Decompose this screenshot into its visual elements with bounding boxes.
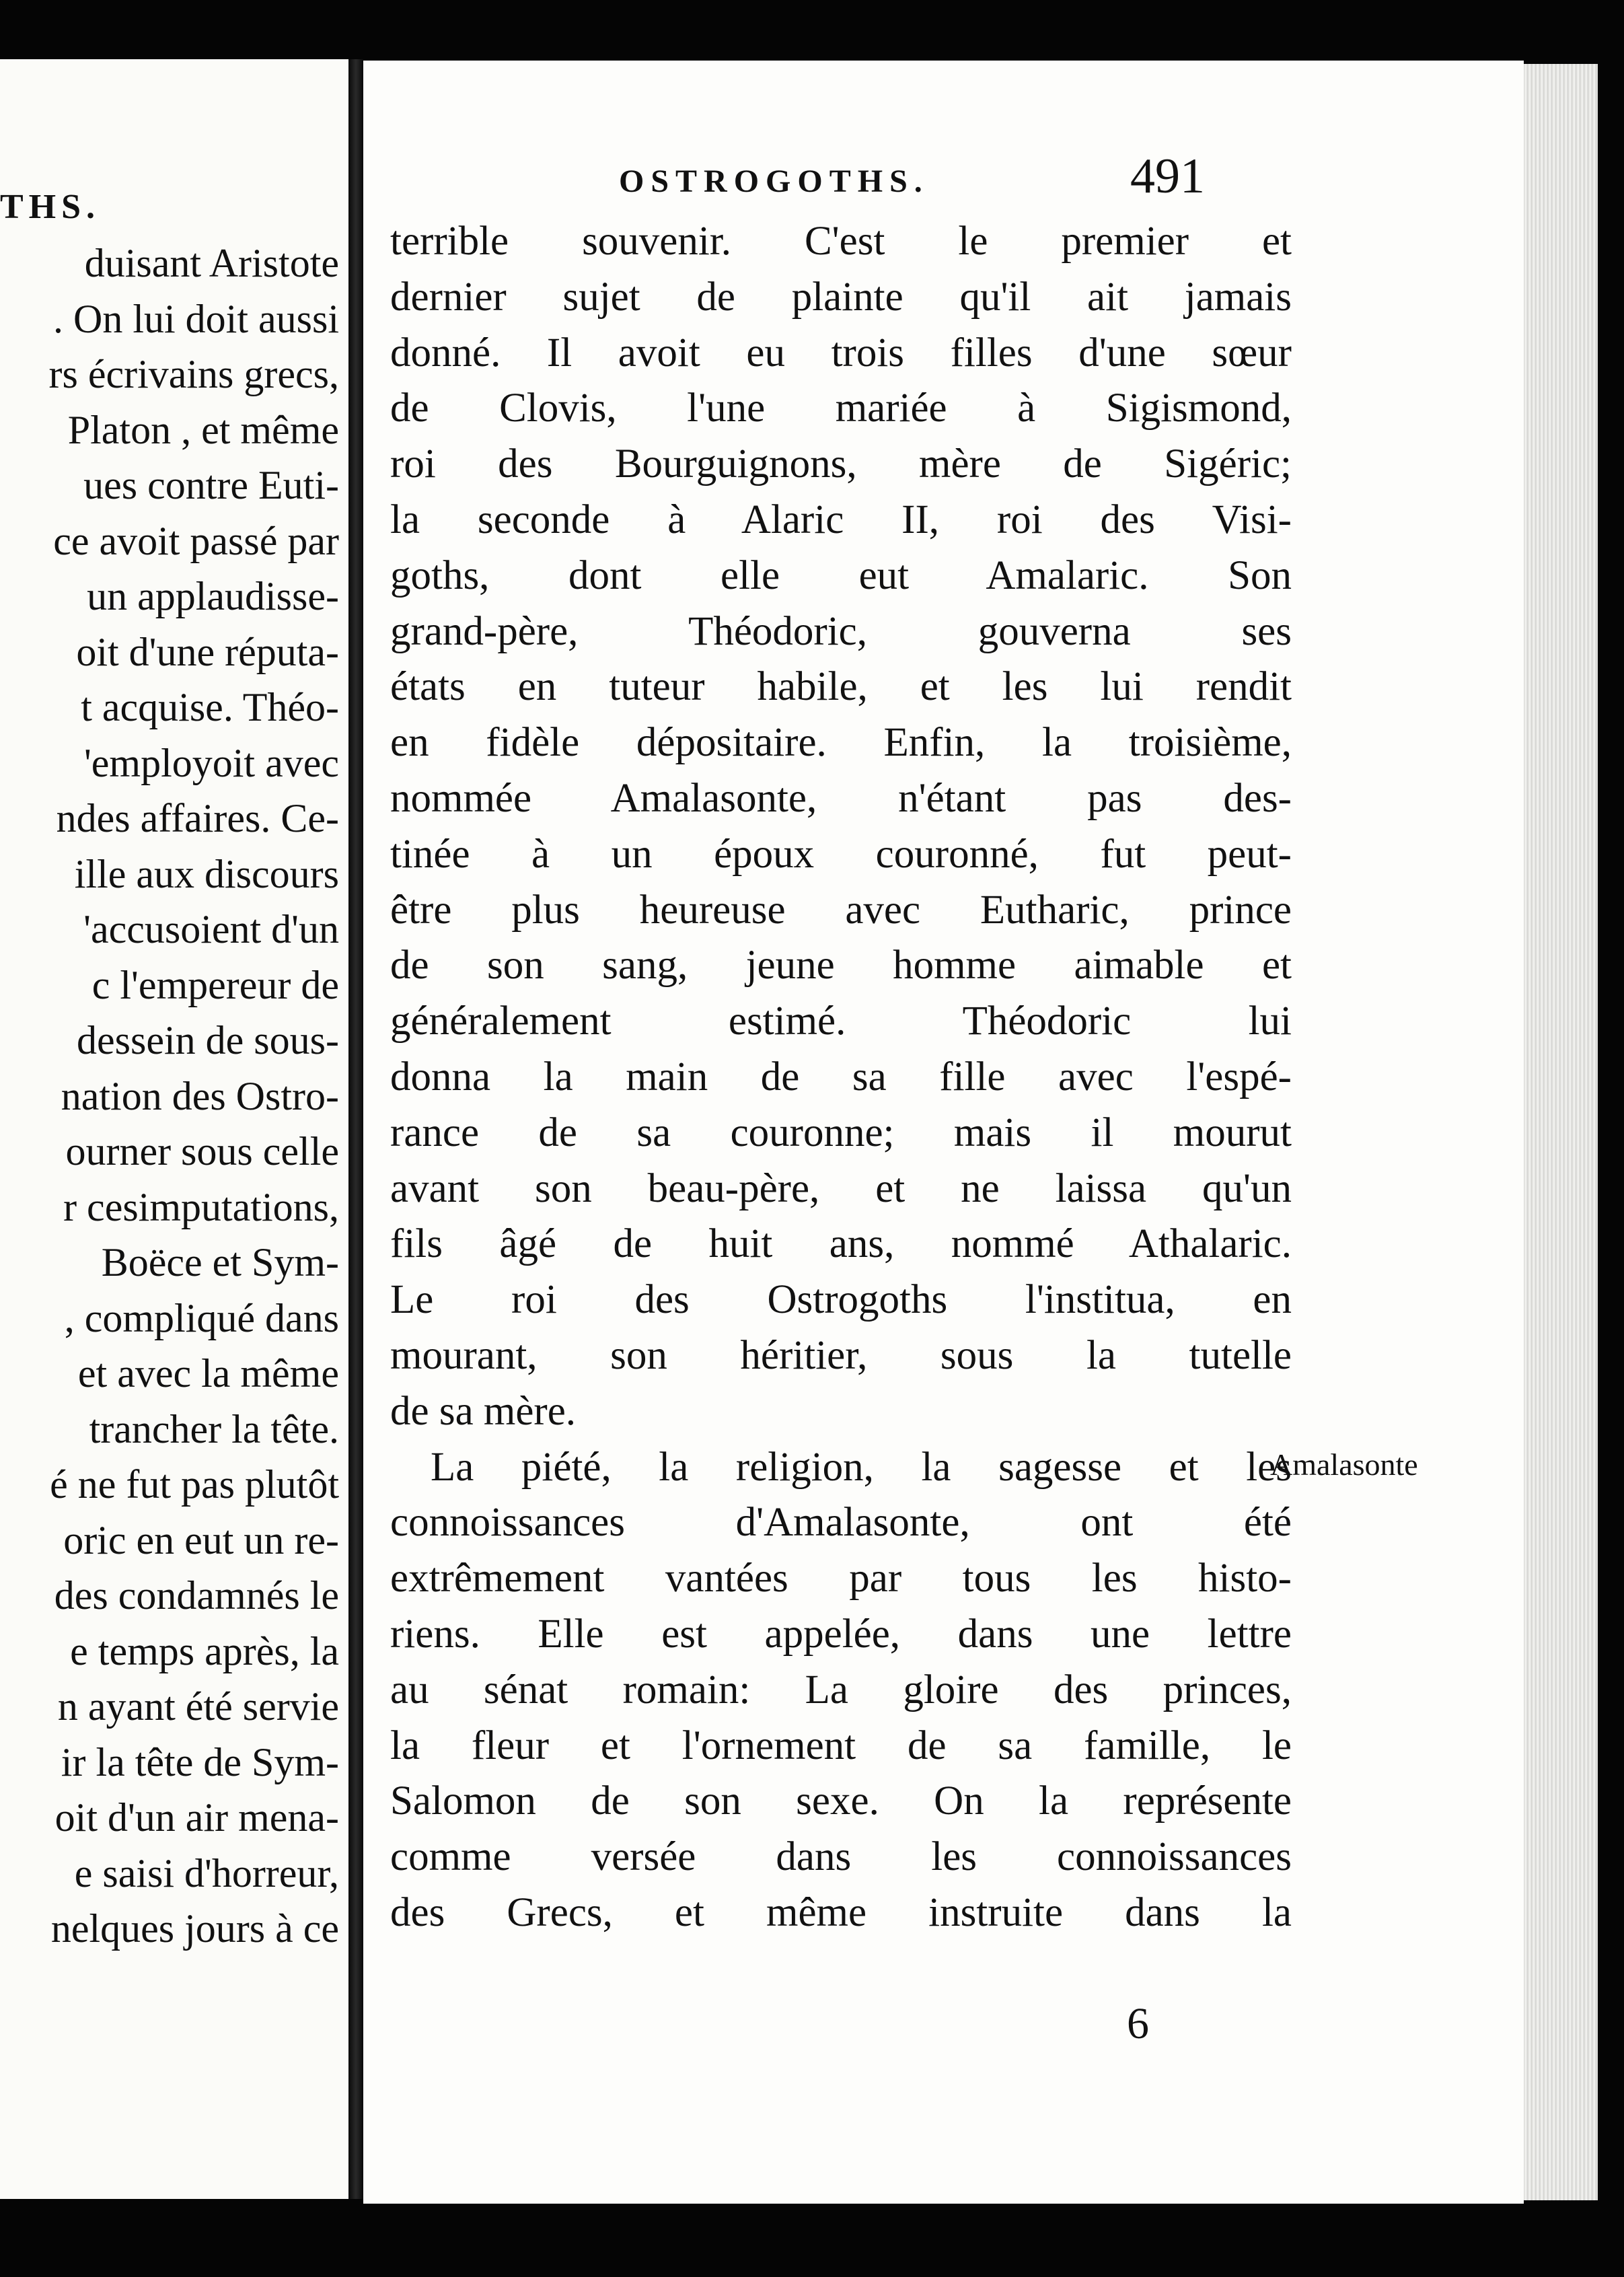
text-line: ndes affaires. Ce- bbox=[56, 796, 339, 840]
text-line: . On lui doit aussi bbox=[52, 296, 339, 341]
text-line: des Grecs, et même instruite dans la bbox=[390, 1889, 1292, 1935]
text-line: un applaudisse- bbox=[87, 574, 339, 618]
text-line: t acquise. Théo- bbox=[81, 685, 339, 729]
text-line: ir la tête de Sym- bbox=[61, 1739, 339, 1784]
text-line: connoissances d'Amalasonte, ont été bbox=[390, 1500, 1292, 1546]
text-line: tinée à un époux couronné, fut peut- bbox=[390, 831, 1292, 877]
text-line: de sa mère. bbox=[390, 1388, 577, 1434]
text-line: roi des Bourguignons, mère de Sigéric; bbox=[390, 441, 1292, 487]
text-line: rs écrivains grecs, bbox=[48, 352, 339, 396]
text-line: trancher la tête. bbox=[89, 1406, 339, 1451]
text-line: comme versée dans les connoissances bbox=[390, 1834, 1292, 1880]
text-line: n ayant été servie bbox=[57, 1684, 339, 1729]
text-line: grand-père, Théodoric, gouverna ses bbox=[390, 608, 1292, 654]
text-line: donna la main de sa fille avec l'espé- bbox=[390, 1054, 1292, 1099]
left-page-text bbox=[0, 236, 339, 1957]
page-number: 491 bbox=[1130, 149, 1205, 204]
text-line: dernier sujet de plainte qu'il ait jamais bbox=[390, 274, 1292, 320]
text-line: nelques jours à ce bbox=[50, 1906, 339, 1951]
text-line: dessein de sous- bbox=[77, 1018, 339, 1062]
text-line: 'accusoient d'un bbox=[83, 907, 339, 951]
text-line: Platon , et même bbox=[67, 407, 339, 452]
text-line: de Clovis, l'une mariée à Sigismond, bbox=[390, 386, 1292, 431]
text-line: duisant Aristote bbox=[84, 241, 339, 285]
page-edge bbox=[1524, 64, 1598, 2200]
text-line: de son sang, jeune homme aimable et bbox=[390, 943, 1292, 988]
text-line: r cesimputations, bbox=[63, 1184, 339, 1229]
text-line: en fidèle dépositaire. Enfin, la troisième, bbox=[390, 720, 1292, 766]
text-line: goths, dont elle eut Amalaric. Son bbox=[390, 552, 1292, 598]
text-line: ourner sous celle bbox=[65, 1129, 339, 1173]
margin-note: Amalasonte bbox=[1270, 1447, 1418, 1482]
text-line: terrible souvenir. C'est le premier et bbox=[390, 219, 1292, 264]
text-line: ce avoit passé par bbox=[53, 518, 339, 563]
text-line: é ne fut pas plutôt bbox=[50, 1462, 339, 1507]
left-page bbox=[0, 59, 348, 2199]
text-line: nation des Ostro- bbox=[61, 1073, 339, 1118]
text-line: rance de sa couronne; mais il mourut bbox=[390, 1110, 1292, 1155]
text-line: la seconde à Alaric II, roi des Visi- bbox=[390, 497, 1292, 542]
text-line: fils âgé de huit ans, nommé Athalaric. bbox=[390, 1221, 1292, 1267]
text-line: mourant, son héritier, sous la tutelle bbox=[390, 1332, 1292, 1378]
text-line: c l'empereur de bbox=[91, 962, 339, 1007]
text-line: 'employoit avec bbox=[83, 740, 339, 785]
text-line: généralement estimé. Théodoric lui bbox=[390, 999, 1292, 1044]
text-line: états en tuteur habile, et les lui rendit bbox=[390, 664, 1292, 710]
text-line: au sénat romain: La gloire des princes, bbox=[390, 1667, 1292, 1712]
text-line: e saisi d'horreur, bbox=[74, 1850, 339, 1895]
right-page-text bbox=[390, 214, 1292, 1941]
text-line: Salomon de son sexe. On la représente bbox=[390, 1778, 1292, 1824]
text-line: La piété, la religion, la sagesse et les bbox=[431, 1444, 1292, 1490]
book-gutter bbox=[348, 59, 363, 2199]
text-line: oric en eut un re- bbox=[63, 1517, 339, 1562]
text-line: oit d'une réputa- bbox=[76, 629, 339, 674]
left-running-head: THS. bbox=[0, 188, 101, 226]
text-line: être plus heureuse avec Eutharic, prince bbox=[390, 887, 1292, 933]
text-line: , compliqué dans bbox=[64, 1295, 339, 1340]
text-line: des condamnés le bbox=[54, 1573, 339, 1618]
text-line: extrêmement vantées par tous les histo- bbox=[390, 1556, 1292, 1601]
text-line: avant son beau-père, et ne laissa qu'un bbox=[390, 1165, 1292, 1211]
text-line: Boëce et Sym- bbox=[101, 1240, 339, 1285]
right-page bbox=[363, 61, 1524, 2204]
text-line: riens. Elle est appelée, dans une lettre bbox=[390, 1611, 1292, 1657]
text-line: nommée Amalasonte, n'étant pas des- bbox=[390, 775, 1292, 821]
text-line: ues contre Euti- bbox=[83, 463, 339, 507]
text-line: Le roi des Ostrogoths l'institua, en bbox=[390, 1277, 1292, 1323]
text-line: et avec la même bbox=[77, 1351, 339, 1396]
text-line: oit d'un air mena- bbox=[54, 1795, 339, 1840]
text-line: e temps après, la bbox=[70, 1628, 339, 1673]
right-running-head: OSTROGOTHS. bbox=[619, 164, 929, 199]
text-line: ille aux discours bbox=[74, 851, 339, 896]
text-line: donné. Il avoit eu trois filles d'une sœur bbox=[390, 330, 1292, 375]
signature-mark: 6 bbox=[1127, 1999, 1149, 2048]
text-line: la fleur et l'ornement de sa famille, le bbox=[390, 1723, 1292, 1768]
